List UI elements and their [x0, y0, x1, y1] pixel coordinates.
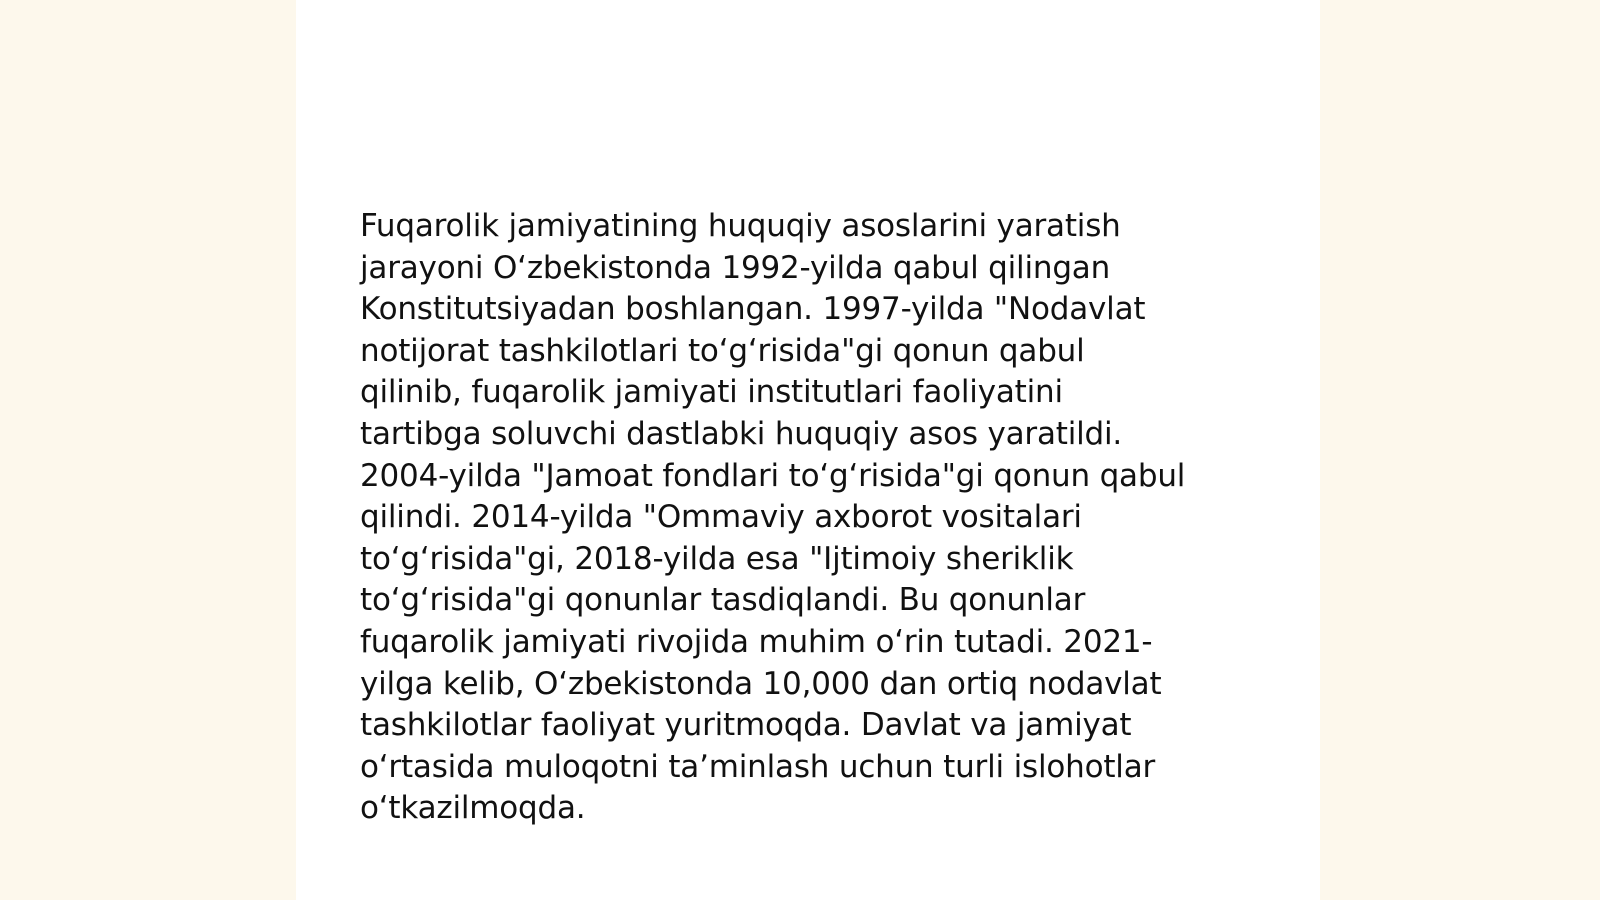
body-paragraph: Fuqarolik jamiyatining huquqiy asoslarini yaratish jarayoni O‘zbekistonda 1992-yilda qabul qilingan Konstitutsiyadan boshlangan. 1997-yilda "Nodavlat notijorat tashkilotlari to‘g‘risida"gi qonun qabul qilinib, fuqarolik jamiyati institutlari faoliyatini tartibga soluvchi dastlabki huquqiy asos yaratildi. 2004-yilda "Jamoat fondlari to‘g‘risida"gi qonun qabul qilindi. 2014-yilda "Ommaviy axborot vositalari to‘g‘risida"gi, 2018-yilda esa "Ijtimoiy sheriklik to‘g‘risida"gi qonunlar tasdiqlandi. Bu qonunlar fuqarolik jamiyati rivojida muhim o‘rin tutadi. 2021- yilga kelib, O‘zbekistonda 10,000 dan ortiq nodavlat tashkilotlar faoliyat yuritmoqda. Davlat va jamiyat o‘rtasida muloqotni ta’minlash uchun turli islohotlar o‘tkazilmoqda.: [360, 208, 1186, 827]
document-page: [296, 0, 1320, 900]
